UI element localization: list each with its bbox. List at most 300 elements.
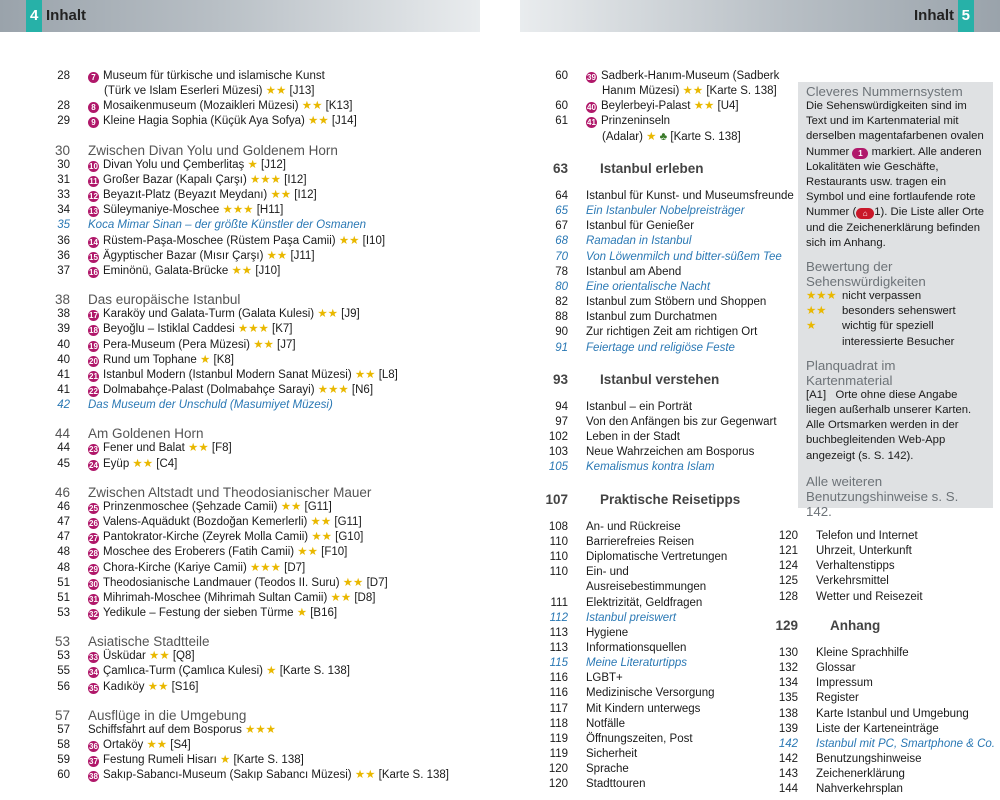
nature-icon: ♣ (659, 130, 668, 143)
toc-section-heading[interactable] (536, 372, 776, 387)
toc-entry[interactable] (536, 777, 776, 792)
toc-entry-title: Eine orientalische Nacht (586, 280, 711, 293)
toc-entry[interactable] (38, 753, 458, 768)
toc-entry[interactable] (38, 576, 458, 591)
toc-entry[interactable] (38, 649, 458, 664)
toc-entry-title: Fener und Balat (103, 442, 185, 455)
toc-entry[interactable] (38, 264, 458, 279)
star-rating-icon: ★★ (693, 100, 715, 113)
toc-entry[interactable] (536, 99, 776, 114)
toc-entry[interactable] (38, 99, 458, 114)
toc-entry-text (568, 234, 776, 249)
toc-entry[interactable] (536, 580, 776, 595)
toc-page-number: 110 (549, 551, 568, 564)
toc-entry-text (70, 441, 458, 456)
map-reference: [I10] (362, 234, 386, 247)
toc-entry[interactable] (38, 173, 458, 188)
toc-entry[interactable] (536, 747, 776, 762)
sight-number-icon: 38 (89, 772, 98, 782)
star-rating-icon: ★★★ (237, 323, 269, 336)
magenta-number-icon: 1 (852, 148, 868, 159)
toc-entry-title: Moschee des Eroberers (Fatih Camii) (103, 546, 295, 559)
sight-number-icon: 14 (89, 237, 98, 247)
toc-entry-title: Süleymaniye-Moschee (103, 204, 220, 217)
toc-entry-title: Istanbul preiswert (586, 611, 677, 624)
toc-entry-title: Zeichenerklärung (816, 768, 905, 781)
star-rating-icon: ★★ (231, 264, 253, 277)
toc-entry-title: Zwischen Altstadt und Theodosianischer Mauer (88, 484, 372, 500)
toc-entry-text (70, 500, 458, 515)
toc-entry-text (70, 485, 458, 500)
sight-number-icon: 25 (89, 503, 98, 513)
page-number-right: 5 (958, 0, 974, 32)
sight-number-icon: 20 (89, 356, 98, 366)
star-rating-icon: ★★ (280, 500, 302, 513)
toc-entry-title: Valens-Aquädukt (Bozdoğan Kemerlerli) (103, 516, 308, 529)
toc-section-heading[interactable] (38, 426, 458, 441)
toc-entry[interactable] (536, 415, 776, 430)
sight-number-icon: 21 (89, 371, 98, 381)
star-rating-icon: ★★ (253, 338, 274, 351)
toc-entry-text (568, 520, 776, 535)
star-rating-icon: ★ (296, 607, 308, 619)
toc-entry[interactable] (38, 591, 458, 606)
toc-entry-title: Yedikule – Festung der sieben Türme (103, 607, 294, 619)
spacer (38, 279, 458, 292)
toc-page-number: 91 (555, 341, 568, 354)
toc-entry-title: (Türk ve Islam Eserleri Müzesi) (104, 85, 263, 98)
toc-entry[interactable] (536, 565, 776, 580)
toc-entry[interactable] (766, 661, 996, 676)
toc-section-heading[interactable] (38, 708, 458, 723)
toc-entry-text (568, 580, 776, 595)
toc-entry[interactable] (536, 732, 776, 747)
spacer (536, 507, 776, 520)
map-reference: [L8] (378, 368, 398, 381)
toc-entry[interactable] (38, 114, 458, 129)
toc-page-number: 41 (57, 368, 70, 381)
spacer (38, 621, 458, 634)
red-shop-number-icon: ⌂ (856, 208, 874, 219)
toc-entry-title: Register (816, 692, 859, 705)
toc-entry[interactable] (38, 723, 458, 738)
toc-page-number: 33 (57, 189, 70, 202)
toc-entry[interactable] (38, 158, 458, 173)
toc-entry-title: Meine Literaturtipps (586, 657, 687, 670)
toc-entry-title: Chora-Kirche (Kariye Camii) (103, 561, 247, 574)
toc-section-heading[interactable] (38, 485, 458, 500)
toc-entry[interactable] (38, 368, 458, 383)
map-reference: [D8] (354, 591, 376, 604)
toc-page-number: 65 (555, 205, 568, 218)
toc-entry[interactable] (38, 84, 458, 99)
toc-page-number: 47 (57, 531, 70, 544)
map-reference: [Karte S. 138] (378, 769, 449, 782)
toc-entry-text (568, 341, 776, 356)
toc-page-number: 51 (57, 591, 70, 604)
toc-entry-title: Informationsquellen (586, 642, 687, 654)
toc-page-number: 116 (549, 687, 568, 700)
rating-row (806, 304, 985, 319)
toc-column-left (38, 69, 458, 784)
toc-entry[interactable] (536, 295, 776, 310)
toc-entry-text (568, 84, 777, 99)
toc-entry[interactable] (766, 646, 996, 661)
toc-entry-title: Am Goldenen Horn (88, 426, 204, 442)
toc-entry-text (70, 561, 458, 576)
toc-page-number: 56 (57, 680, 70, 693)
toc-page-number: 60 (57, 769, 70, 782)
toc-entry[interactable] (766, 559, 996, 574)
toc-entry[interactable] (536, 762, 776, 777)
map-reference: [J11] (290, 249, 315, 262)
toc-entry-title: Rund um Tophane (103, 353, 197, 366)
star-rating-icon: ★★★ (250, 561, 281, 574)
star-rating-icon: ★★ (338, 234, 360, 247)
toc-entry-text (70, 680, 458, 695)
toc-entry-title: Ein Istanbuler Nobelpreisträger (586, 205, 745, 218)
star-rating-icon: ★★ (149, 650, 170, 663)
spacer (536, 145, 776, 161)
toc-entry[interactable] (766, 574, 996, 589)
toc-entry[interactable] (38, 218, 458, 233)
toc-entry[interactable] (38, 234, 458, 249)
toc-entry-text (568, 686, 776, 701)
toc-entry-text (70, 768, 458, 783)
toc-entry-title: Festung Rumeli Hisarı (103, 754, 217, 767)
toc-entry[interactable] (38, 545, 458, 560)
toc-entry[interactable] (536, 130, 776, 145)
toc-entry-title: Eminönü, Galata-Brücke (103, 264, 229, 277)
toc-entry-title: Medizinische Versorgung (586, 687, 715, 700)
toc-page-number: 116 (549, 672, 568, 685)
toc-page-number: 138 (778, 707, 798, 720)
map-reference: [G11] (334, 516, 362, 529)
toc-entry-text (568, 732, 776, 747)
toc-entry[interactable] (536, 596, 776, 611)
toc-entry[interactable] (766, 529, 996, 544)
legend-text-grid (806, 388, 985, 464)
toc-entry-text (70, 173, 458, 188)
toc-page-number: 120 (778, 530, 798, 542)
toc-entry[interactable] (536, 641, 776, 656)
toc-entry-title: Istanbul verstehen (600, 371, 720, 387)
toc-entry-title: Dolmabahçe-Palast (Dolmabahçe Sarayi) (103, 383, 315, 396)
toc-entry-title: Das europäische Istanbul (88, 292, 241, 308)
toc-page-number: 121 (778, 545, 798, 558)
spacer (536, 476, 776, 492)
toc-entry-text (568, 310, 776, 325)
toc-entry[interactable] (38, 338, 458, 353)
toc-entry-text (70, 753, 458, 768)
toc-entry[interactable] (536, 430, 776, 445)
toc-entry-title: Uhrzeit, Unterkunft (816, 545, 912, 558)
map-reference: [J13] (289, 85, 315, 98)
toc-entry-title: Museum für türkische und islamische Kunst (103, 70, 325, 82)
toc-entry[interactable] (536, 84, 776, 99)
toc-page-number: 80 (555, 280, 568, 293)
toc-entry-text (568, 702, 776, 717)
toc-entry-title: Elektrizität, Geldfragen (586, 596, 703, 609)
toc-entry[interactable] (766, 752, 996, 767)
toc-entry-title: Diplomatische Vertretungen (586, 551, 728, 564)
star-rating-icon: ★★ (266, 249, 288, 262)
toc-page-number: 30 (57, 158, 70, 171)
toc-entry-title: Impressum (816, 677, 873, 690)
legend-footer-note: Alle weiteren Benutzungshinweise s. S. 142. (806, 473, 959, 519)
toc-section-heading[interactable] (38, 143, 458, 158)
toc-entry-text (568, 325, 776, 340)
toc-page-number: 67 (555, 220, 568, 233)
toc-entry-text (568, 280, 776, 295)
legend-heading-rating: Bewertung der Sehenswürdigkeiten (806, 259, 926, 290)
toc-entry[interactable] (38, 398, 458, 413)
sight-number-icon: 32 (89, 610, 98, 619)
toc-entry-text (70, 249, 458, 264)
toc-entry-text (568, 69, 779, 84)
toc-entry-text (568, 204, 776, 219)
toc-entry-title: Mosaikenmuseum (Mozaikleri Müzesi) (103, 100, 299, 113)
toc-entry[interactable] (536, 671, 776, 686)
toc-page-number: 107 (545, 491, 568, 507)
toc-entry-title: Sicherheit (586, 748, 638, 761)
toc-entry-title: Istanbul zum Stöbern und Shoppen (586, 296, 767, 309)
toc-entry-text (568, 717, 776, 732)
rating-row (806, 319, 985, 349)
toc-entry[interactable] (536, 400, 776, 415)
toc-entry[interactable] (536, 189, 794, 204)
toc-entry[interactable] (766, 722, 996, 737)
toc-entry-text (568, 114, 776, 129)
toc-entry-title: Karaköy und Galata-Turm (Galata Kulesi) (103, 308, 315, 321)
toc-entry[interactable] (38, 353, 458, 368)
toc-page-number: 130 (778, 646, 798, 659)
toc-section-heading[interactable] (536, 492, 776, 507)
toc-entry[interactable] (38, 203, 458, 218)
rating-row (806, 289, 985, 304)
toc-entry-text (798, 782, 996, 797)
toc-entry-text (70, 234, 458, 249)
toc-entry-title: Großer Bazar (Kapalı Çarşı) (103, 173, 247, 186)
toc-entry[interactable] (536, 611, 776, 626)
toc-entry[interactable] (766, 767, 996, 782)
grid-example: [A1] (806, 388, 827, 401)
map-reference: [H11] (256, 204, 284, 217)
toc-entry-title: Ramadan in Istanbul (586, 235, 692, 248)
toc-page-number: 119 (549, 732, 568, 745)
toc-section-heading[interactable] (38, 634, 458, 649)
star-rating-icon: ★ (806, 320, 817, 333)
map-reference: [Q8] (172, 650, 195, 663)
toc-entry[interactable] (536, 460, 776, 475)
map-reference: [I12] (284, 173, 307, 186)
toc-entry[interactable] (38, 768, 458, 783)
toc-page-number: 82 (555, 296, 568, 309)
toc-entry-text (798, 676, 996, 691)
toc-entry-title: Prinzenmoschee (Şehzade Camii) (103, 500, 278, 513)
toc-entry[interactable] (766, 676, 996, 691)
toc-entry[interactable] (536, 310, 776, 325)
toc-entry-text (70, 398, 458, 413)
star-rating-icon: ★★ (354, 368, 376, 381)
toc-entry-title: (Adalar) (602, 130, 643, 143)
toc-page-number: 36 (57, 249, 70, 262)
toc-section-heading[interactable] (766, 618, 996, 633)
toc-page-number: 108 (548, 520, 568, 533)
toc-section-heading[interactable] (38, 292, 458, 307)
toc-entry-title: Hanım Müzesi) (602, 85, 680, 98)
toc-entry-text (70, 723, 458, 738)
toc-page-number: 144 (778, 783, 798, 796)
star-rating-icon: ★★ (297, 546, 318, 559)
toc-entry[interactable] (38, 188, 458, 203)
toc-entry[interactable] (38, 561, 458, 576)
sight-number-icon: 18 (89, 326, 98, 336)
spacer (38, 472, 458, 485)
toc-entry-text (70, 188, 458, 203)
toc-entry[interactable] (766, 737, 996, 752)
sight-number-icon: 8 (88, 102, 99, 113)
star-rating-icon: ★★ (265, 85, 287, 98)
toc-entry-text (70, 158, 458, 173)
toc-page-number: 120 (548, 763, 568, 776)
star-rating-icon: ★★★ (806, 290, 837, 303)
toc-entry[interactable] (536, 626, 776, 641)
toc-entry[interactable] (38, 249, 458, 264)
toc-page-number: 46 (54, 484, 70, 500)
toc-entry-text (798, 752, 996, 767)
sight-number-icon: 41 (587, 118, 596, 128)
toc-entry-text (568, 535, 776, 550)
sight-number-icon: 28 (89, 549, 98, 559)
page-title-left: Inhalt (46, 7, 86, 24)
page-title-right: Inhalt (914, 7, 954, 24)
toc-entry-title: Schiffsfahrt auf dem Bosporus (88, 723, 242, 736)
toc-entry-text (798, 590, 996, 605)
map-reference: [Karte S. 138] (233, 754, 304, 767)
toc-entry[interactable] (536, 234, 776, 249)
toc-entry-title: Verhaltenstipps (816, 560, 895, 573)
toc-entry[interactable] (536, 702, 776, 717)
spacer (536, 387, 776, 400)
toc-entry-title: Pera-Museum (Pera Müzesi) (103, 338, 250, 351)
sight-number-icon: 23 (89, 445, 98, 455)
toc-entry[interactable] (38, 69, 458, 84)
spacer (766, 605, 996, 618)
map-reference: [D7] (366, 576, 388, 589)
toc-entry[interactable] (536, 219, 776, 234)
sight-number-icon: 40 (587, 103, 596, 113)
toc-entry[interactable] (38, 606, 458, 621)
toc-entry[interactable] (536, 656, 776, 671)
toc-entry[interactable] (766, 544, 996, 559)
toc-entry[interactable] (536, 325, 776, 340)
toc-entry[interactable] (536, 280, 776, 295)
star-rating-icon: ★★★ (222, 204, 254, 217)
toc-entry-text (568, 777, 776, 792)
toc-entry[interactable] (536, 341, 776, 356)
toc-page-number: 30 (54, 142, 70, 158)
toc-entry[interactable] (536, 535, 776, 550)
toc-page-number: 35 (57, 219, 70, 232)
toc-entry-text (798, 661, 996, 676)
toc-entry[interactable] (38, 515, 458, 530)
toc-entry[interactable] (38, 664, 458, 679)
toc-entry-title: Kadıköy (103, 680, 145, 693)
sight-number-icon: 10 (89, 161, 98, 171)
toc-entry[interactable] (766, 590, 996, 605)
toc-entry[interactable] (536, 686, 776, 701)
legend-text-numbers (806, 99, 985, 251)
toc-entry[interactable] (536, 717, 776, 732)
toc-entry[interactable] (766, 782, 996, 797)
toc-entry[interactable] (38, 441, 458, 456)
toc-entry-text (798, 559, 996, 574)
toc-entry[interactable] (536, 520, 776, 535)
toc-entry-text (568, 626, 776, 641)
toc-entry-title: Zwischen Divan Yolu und Goldenem Horn (88, 142, 338, 158)
toc-entry[interactable] (38, 680, 458, 695)
toc-entry[interactable] (38, 322, 458, 337)
toc-entry[interactable] (38, 457, 458, 472)
star-rating-icon: ★ (646, 130, 657, 143)
toc-section-heading[interactable] (536, 161, 776, 176)
toc-entry[interactable] (536, 265, 776, 280)
map-reference: [K13] (325, 100, 353, 113)
sight-number-icon: 26 (89, 519, 98, 529)
toc-page-number: 57 (54, 707, 70, 723)
toc-entry-title: Istanbul für Kunst- und Museumsfreunde (586, 189, 794, 202)
toc-entry[interactable] (38, 530, 458, 545)
toc-entry-title: Von Löwenmilch und bitter-süßem Tee (586, 250, 782, 263)
toc-entry[interactable] (536, 550, 776, 565)
toc-entry[interactable] (38, 738, 458, 753)
toc-entry[interactable] (766, 691, 996, 706)
map-reference: [S4] (170, 739, 191, 752)
map-reference: [K8] (213, 353, 234, 366)
toc-entry[interactable] (38, 383, 458, 398)
toc-entry-title: Çamlıca-Turm (Çamlıca Kulesi) (103, 665, 263, 678)
map-reference: [Karte S. 138] (670, 130, 741, 143)
toc-entry[interactable] (766, 707, 996, 722)
toc-entry-text (568, 611, 776, 626)
toc-entry-text (798, 767, 996, 782)
map-reference: [N6] (351, 383, 374, 396)
toc-page-number: 34 (57, 204, 70, 217)
toc-entry[interactable] (38, 500, 458, 515)
toc-page-number: 135 (778, 692, 798, 705)
toc-page-number: 110 (549, 566, 568, 579)
star-rating-icon: ★★ (308, 115, 329, 128)
toc-entry-text (568, 265, 776, 280)
toc-entry-title: Mit Kindern unterwegs (586, 702, 701, 715)
toc-entry-text (70, 634, 458, 649)
toc-entry-title: Ein- und (586, 566, 629, 579)
toc-entry[interactable] (38, 307, 458, 322)
toc-entry[interactable] (536, 69, 780, 84)
toc-entry-title: Üsküdar (103, 650, 146, 663)
toc-entry[interactable] (536, 114, 776, 129)
toc-entry-text (70, 307, 458, 322)
map-reference: [C4] (156, 457, 178, 470)
toc-entry[interactable] (536, 204, 776, 219)
toc-entry-text (70, 203, 458, 218)
toc-entry[interactable] (536, 445, 776, 460)
toc-page-number: 102 (548, 431, 568, 444)
toc-page-number: 143 (778, 768, 798, 781)
toc-entry[interactable] (536, 250, 782, 265)
toc-page-number: 37 (57, 264, 70, 277)
